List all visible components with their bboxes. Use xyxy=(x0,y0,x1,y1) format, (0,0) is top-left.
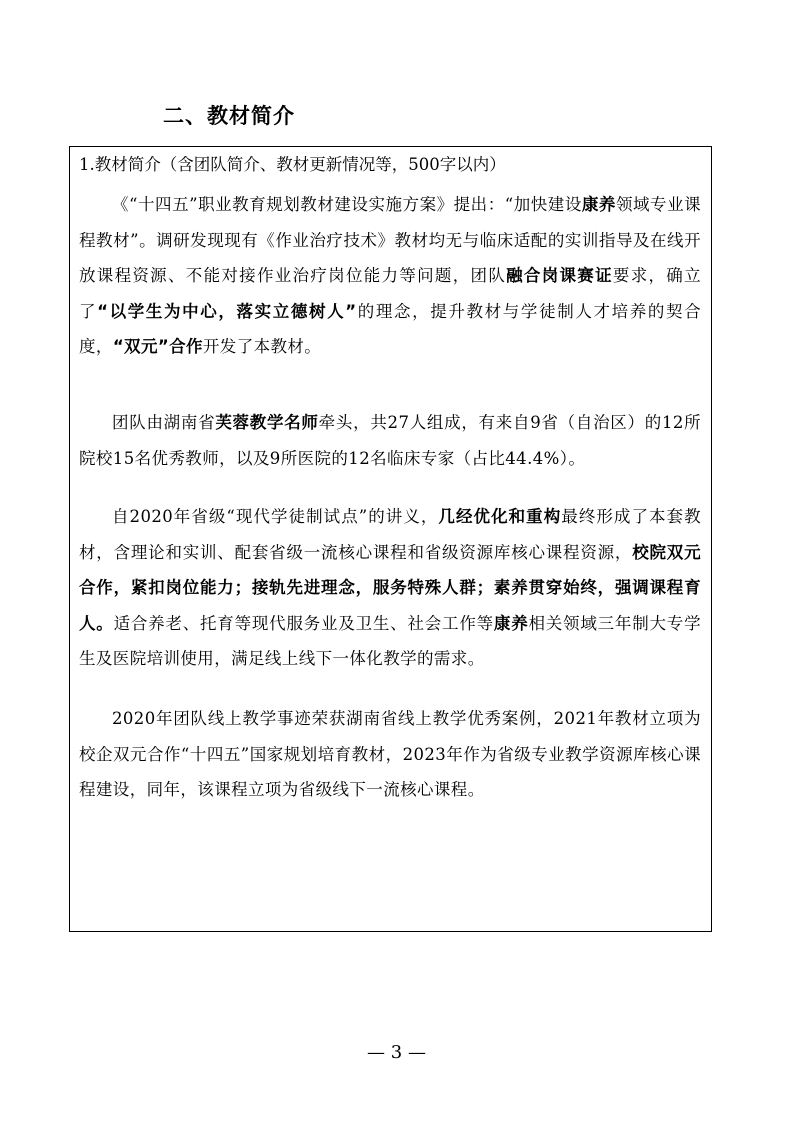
box-heading: 1.教材简介（含团队简介、教材更新情况等，500字以内） xyxy=(79,155,506,174)
text-segment: 领域专业课程教材”。调研发现现有《作业治疗技术》教材均无与临床适配的实训指导及在线开放课程资源、不能对接作业治疗岗位能力等问题，团队 xyxy=(79,195,701,285)
emphasis-segment: 康养 xyxy=(581,195,616,214)
emphasis-segment: 康养 xyxy=(493,613,529,633)
textbook-intro-box xyxy=(69,146,712,932)
text-segment: 的理念，提升教材与学徒制人才培养的契合度， xyxy=(79,301,701,356)
text-segment: 开发了本教材。 xyxy=(202,337,322,356)
emphasis-segment: 校院双元合作，紧扣岗位能力；接轨先进理念，服务特殊人群；素养贯穿始终，强调课程育人。 xyxy=(79,542,701,633)
text-segment: 自2020年省级“现代学徒制试点”的讲义， xyxy=(112,507,439,526)
text-segment: 适合养老、托育等现代服务业及卫生、社会工作等 xyxy=(113,613,494,633)
emphasis-segment: “以学生为中心，落实立德树人” xyxy=(97,301,357,321)
section-title: 二、教材简介 xyxy=(163,104,295,128)
text-segment: 要求，确立了 xyxy=(79,266,701,321)
page-number: — 3 — xyxy=(367,1042,426,1063)
paragraph-background xyxy=(79,187,701,365)
emphasis-segment: 几经优化和重构 xyxy=(438,507,562,526)
text-segment: 最终形成了本套教材，含理论和实训、配套省级一流核心课程和省级资源库核心课程资源， xyxy=(79,507,701,562)
text-segment: 团队由湖南省 xyxy=(112,413,216,432)
emphasis-segment: 融合岗课赛证 xyxy=(506,266,613,285)
text-segment: 牵头，共27人组成，有来自9省（自治区）的12所院校15名优秀教师，以及9所医院的12名临床专家（占比44.4%）。 xyxy=(79,413,701,468)
paragraph-team xyxy=(79,405,701,476)
paragraph-development xyxy=(79,499,701,677)
text-segment: 《“十四五”职业教育规划教材建设实施方案》提出：“加快建设 xyxy=(112,195,582,214)
text-segment: 2020年团队线上教学事迹荣获湖南省线上教学优秀案例，2021年教材立项为校企双元合作“十四五”国家规划培育教材，2023年作为省级专业教学资源库核心课程建设，同年，该课程立项为省级线下一流核心课程。 xyxy=(79,709,701,799)
emphasis-segment: “双元”合作 xyxy=(112,337,203,356)
text-segment: 相关领域三年制大专学生及医院培训使用，满足线上线下一体化教学的需求。 xyxy=(79,613,701,668)
emphasis-segment: 芙蓉教学名师 xyxy=(215,413,319,432)
paragraph-achievements xyxy=(79,701,701,808)
